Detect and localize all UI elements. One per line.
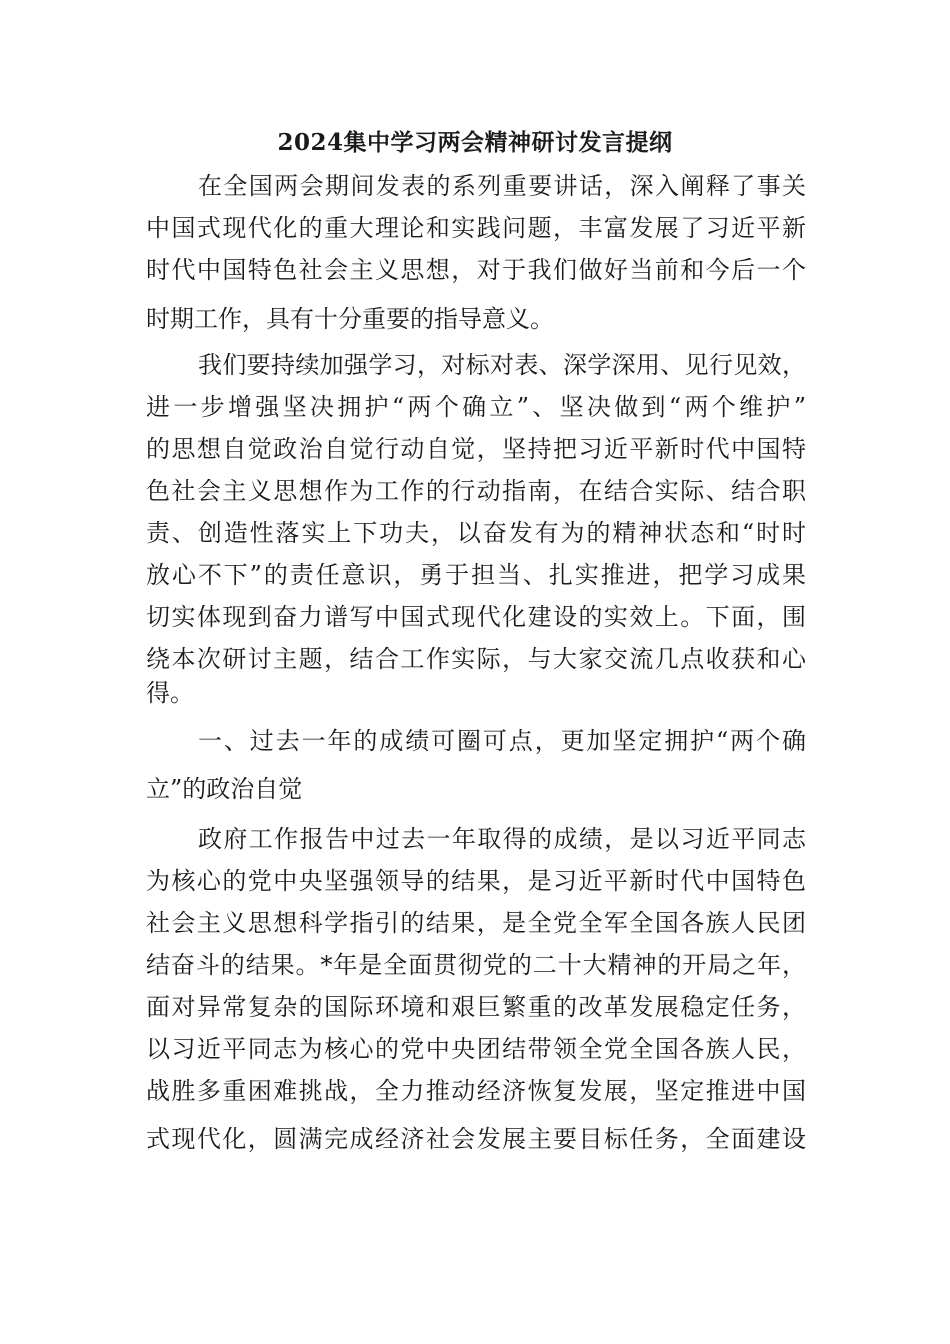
paragraph-line: 战胜多重困难挑战，全力推动经济恢复发展，坚定推进中国 [146, 1077, 806, 1105]
paragraph-line: 放心不下”的责任意识，勇于担当、扎实推进，把学习成果 [146, 561, 806, 589]
paragraph-line: 切实体现到奋力谱写中国式现代化建设的实效上。下面，围 [146, 603, 806, 631]
section-heading-line: 立”的政治自觉 [146, 775, 303, 803]
paragraph-line: 色社会主义思想作为工作的行动指南，在结合实际、结合职 [146, 477, 806, 505]
paragraph-line: 在全国两会期间发表的系列重要讲话，深入阐释了事关 [198, 172, 806, 200]
paragraph-line: 的思想自觉政治自觉行动自觉，坚持把习近平新时代中国特 [146, 435, 806, 463]
paragraph-line: 得。 [146, 679, 194, 707]
paragraph-line: 中国式现代化的重大理论和实践问题，丰富发展了习近平新 [146, 214, 806, 242]
paragraph-line: 以习近平同志为核心的党中央团结带领全党全国各族人民， [146, 1035, 806, 1063]
paragraph-line: 时代中国特色社会主义思想，对于我们做好当前和今后一个 [146, 256, 806, 284]
paragraph-line: 时期工作，具有十分重要的指导意义。 [146, 305, 554, 333]
paragraph-line: 式现代化，圆满完成经济社会发展主要目标任务，全面建设 [146, 1125, 806, 1153]
paragraph-line: 结奋斗的结果。*年是全面贯彻党的二十大精神的开局之年， [146, 951, 806, 979]
paragraph-line: 责、创造性落实上下功夫，以奋发有为的精神状态和“时时 [146, 519, 806, 547]
paragraph-line: 进一步增强坚决拥护“两个确立”、坚决做到“两个维护” [146, 393, 806, 421]
paragraph-line: 面对异常复杂的国际环境和艰巨繁重的改革发展稳定任务， [146, 993, 806, 1021]
document-title: 2024集中学习两会精神研讨发言提纲 [277, 129, 673, 156]
section-heading-line: 一、过去一年的成绩可圈可点，更加坚定拥护“两个确 [198, 727, 806, 755]
paragraph-line: 政府工作报告中过去一年取得的成绩，是以习近平同志 [198, 825, 806, 853]
paragraph-line: 绕本次研讨主题，结合工作实际，与大家交流几点收获和心 [146, 645, 806, 673]
paragraph-line: 我们要持续加强学习，对标对表、深学深用、见行见效， [198, 351, 806, 379]
paragraph-line: 社会主义思想科学指引的结果，是全党全军全国各族人民团 [146, 909, 806, 937]
paragraph-line: 为核心的党中央坚强领导的结果，是习近平新时代中国特色 [146, 867, 806, 895]
